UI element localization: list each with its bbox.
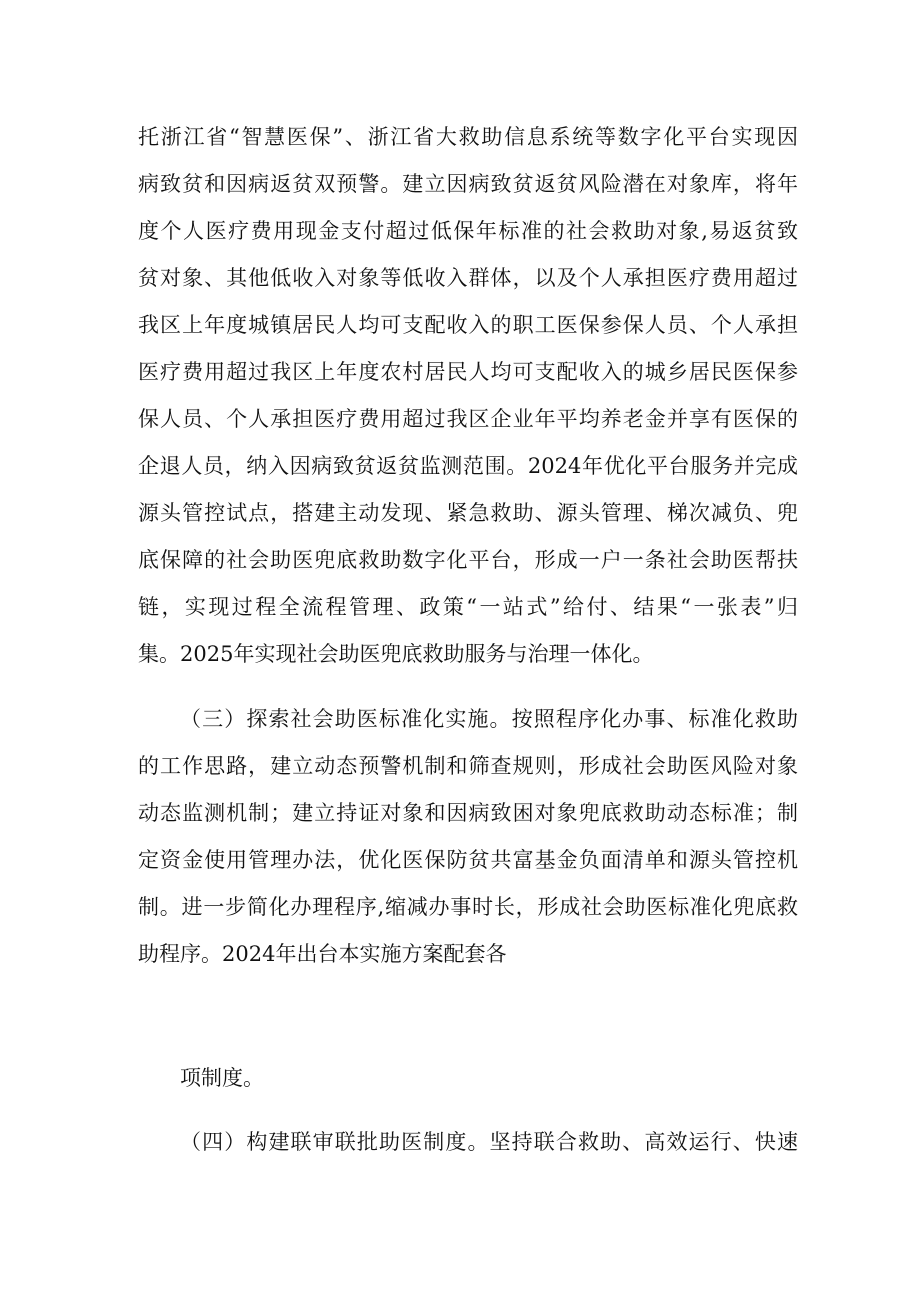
- p1-line-4: 贫对象、其他低收入对象等低收入群体，以及个人承担医疗费用超过: [138, 266, 798, 290]
- p1-line-1: 托浙江省“智慧医保”、浙江省大救助信息系统等数字化平台实现因: [138, 125, 798, 149]
- p1-line-3: 度个人医疗费用现金支付超过低保年标准的社会救助对象,易返贫致: [138, 219, 798, 243]
- p4-line-1: （四）构建联审联批助医制度。坚持联合救助、高效运行、快速: [180, 1130, 798, 1154]
- p1-line-6: 医疗费用超过我区上年度农村居民人均可支配收入的城乡居民医保参: [138, 360, 798, 384]
- p1-line-10: 底保障的社会助医兜底救助数字化平台，形成一户一条社会助医帮扶: [138, 548, 798, 572]
- p2-line-2: 的工作思路，建立动态预警机制和筛查规则，形成社会助医风险对象: [138, 754, 798, 778]
- p1-line-8: 企退人员，纳入因病致贫返贫监测范围。2024年优化平台服务并完成: [138, 454, 798, 478]
- p1-line-12: 集。2025年实现社会助医兜底救助服务与治理一体化。: [138, 642, 654, 666]
- p1-line-11: 链，实现过程全流程管理、政策“一站式”给付、结果“一张表”归: [138, 595, 798, 619]
- p1-line-5: 我区上年度城镇居民人均可支配收入的职工医保参保人员、个人承担: [138, 313, 798, 337]
- p2-line-1: （三）探索社会助医标准化实施。按照程序化办事、标准化救助: [180, 707, 798, 731]
- p3-line-1: 项制度。: [180, 1066, 264, 1090]
- p2-line-5: 制。进一步简化办理程序,缩减办事时长，形成社会助医标准化兜底救: [138, 895, 798, 919]
- p2-line-3: 动态监测机制；建立持证对象和因病致困对象兜底救助动态标准；制: [138, 801, 798, 825]
- p1-line-7: 保人员、个人承担医疗费用超过我区企业年平均养老金并享有医保的: [138, 407, 798, 431]
- p2-line-6: 助程序。2024年出台本实施方案配套各: [138, 942, 507, 966]
- p2-line-4: 定资金使用管理办法，优化医保防贫共富基金负面清单和源头管控机: [138, 848, 798, 872]
- p1-line-9: 源头管控试点，搭建主动发现、紧急救助、源头管理、梯次减负、兜: [138, 501, 798, 525]
- p1-line-2: 病致贫和因病返贫双预警。建立因病致贫返贫风险潜在对象库，将年: [138, 172, 798, 196]
